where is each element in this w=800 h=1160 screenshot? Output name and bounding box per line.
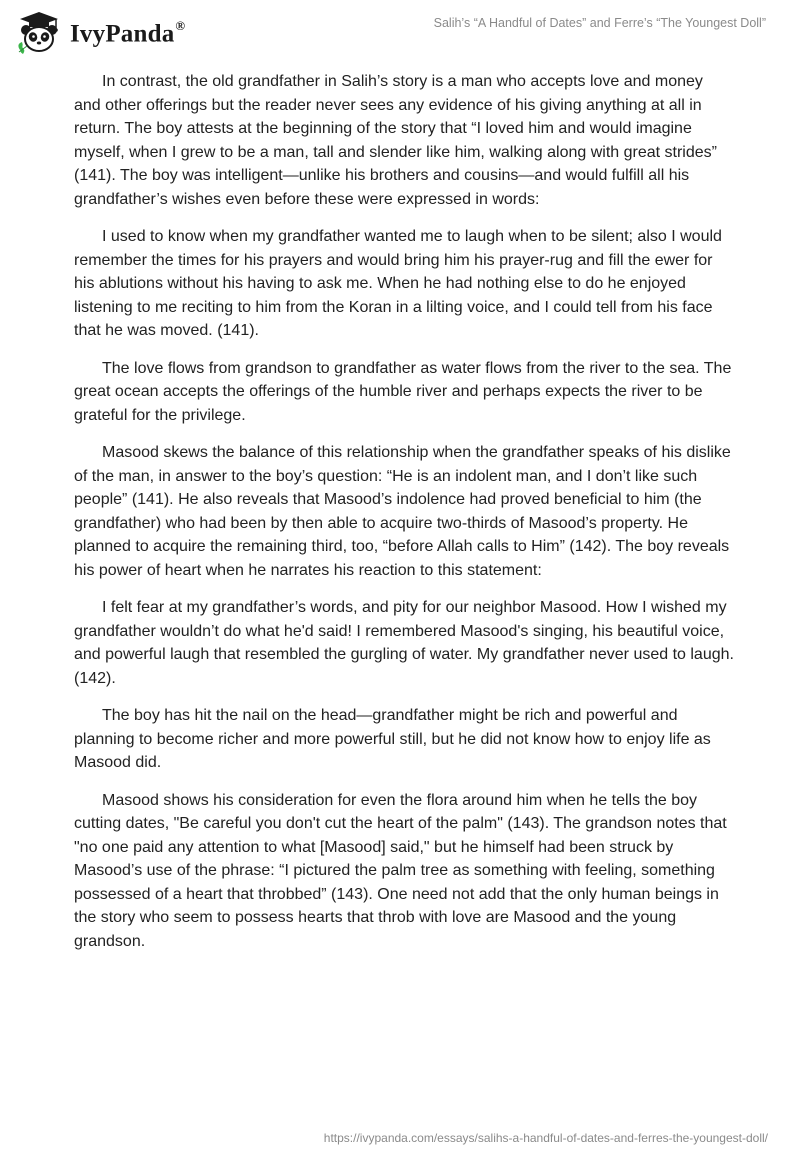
paragraph: The love flows from grandson to grandfather as water flows from the river to the sea. The great ocean accepts the offerings of the humble river and perhaps expects the river to be grateful for the privilege.	[74, 359, 732, 424]
source-url[interactable]: https://ivypanda.com/essays/salihs-a-handful-of-dates-and-ferres-the-youngest-doll/	[323, 1131, 768, 1145]
paragraph: Masood skews the balance of this relationship when the grandfather speaks of his dislike of the man, in answer to the boy’s question: “He is an indolent man, and I don’t like such people” (141). He also reveals that Masood’s indolence had proved beneficial to him (the grandfather) who had been by then able to acquire two-thirds of Masood’s property. He planned to acquire the remaining third, too, “before Allah calls to Him” (142). The boy reveals his power of heart when he narrates his reaction to this statement:	[74, 444, 731, 579]
block-quote: I felt fear at my grandfather’s words, and pity for our neighbor Masood. How I wished my grandfather wouldn’t do what he'd said! I remembered Masood's singing, his beautiful voice, and powerful laugh that resembled the gurgling of water. My grandfather never used to laugh. (142).	[74, 599, 734, 687]
document-title: Salih’s “A Handful of Dates” and Ferre’s “The Youngest Doll”	[433, 16, 766, 30]
paragraph: Masood shows his consideration for even the flora around him when he tells the boy cutting dates, "Be careful you don't cut the heart of the palm" (143). The grandson notes that "no one paid any attention to what [Masood] said," but he himself had been struck by Masood’s use of the phrase: “I pictured the palm tree as something with feeling, something possessed of a heart that throbbed” (143). One need not add that the only human beings in the story who seem to possess hearts that throb with love are Masood and the young grandson.	[74, 791, 727, 950]
brand-name: IvyPanda®	[70, 17, 186, 48]
paragraph: In contrast, the old grandfather in Salih’s story is a man who accepts love and money and other offerings but the reader never sees any evidence of his giving anything at all in return. The boy attests at the beginning of the story that “I loved him and would imagine myself, when I grew to be a man, tall and slender like him, walking along with great strides” (141). The boy was intelligent—unlike his brothers and cousins—and would fulfill all his grandfather’s wishes even before these were expressed in words:	[74, 73, 717, 208]
panda-graduate-icon	[14, 10, 64, 56]
block-quote: I used to know when my grandfather wanted me to laugh when to be silent; also I would remember the times for his prayers and would bring him his prayer-rug and fill the ewer for his ablutions without his having to ask me. When he had nothing else to do he enjoyed listening to me reciting to him from the Koran in a lilting voice, and I could tell from his face that he was moved. (141).	[74, 228, 722, 339]
paragraph: The boy has hit the nail on the head—grandfather might be rich and powerful and planning to become richer and more powerful still, but he did not know how to enjoy life as Masood did.	[74, 707, 711, 771]
page-header	[0, 0, 800, 70]
essay-body	[74, 70, 734, 967]
ivypanda-logo[interactable]	[14, 10, 185, 56]
